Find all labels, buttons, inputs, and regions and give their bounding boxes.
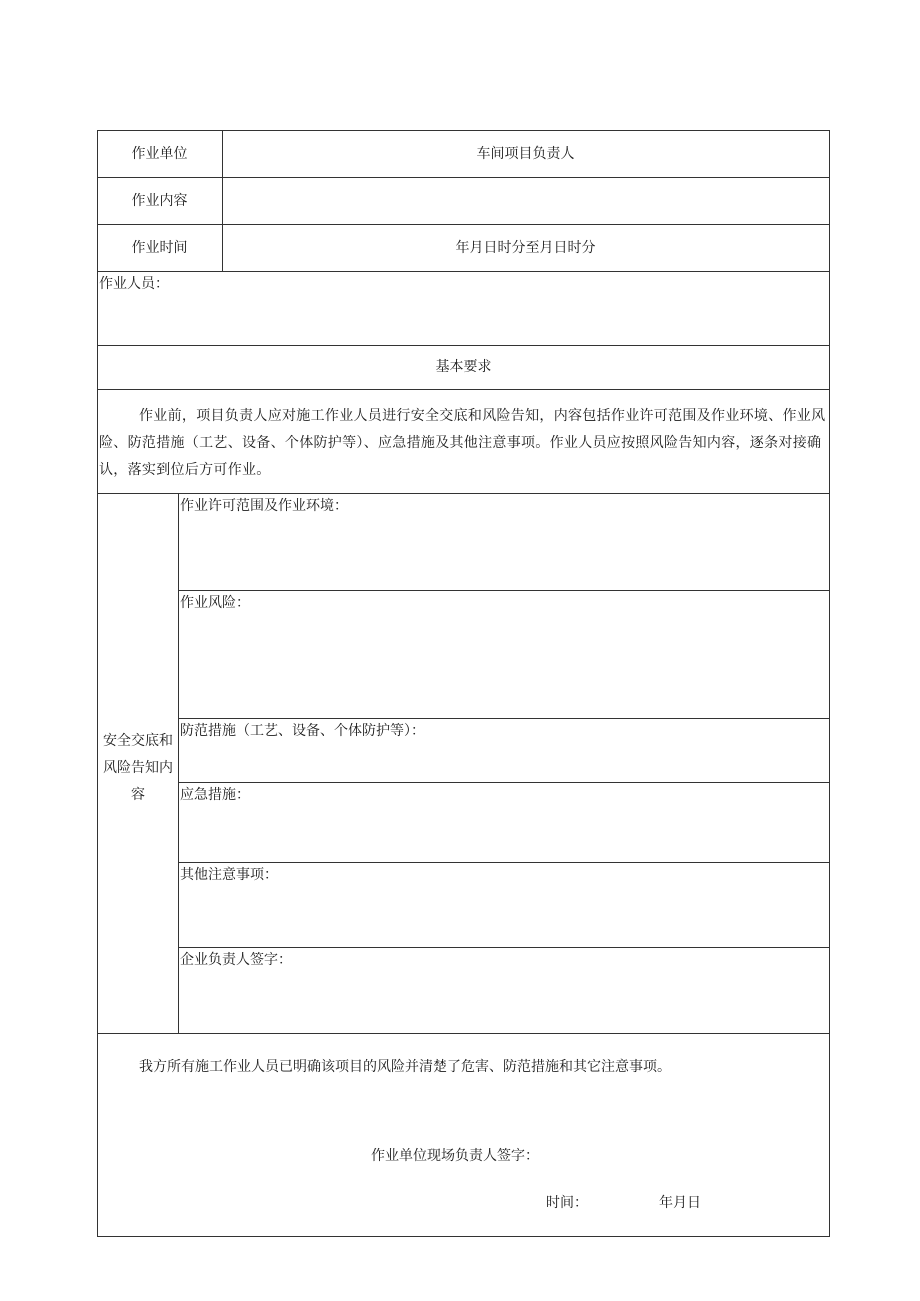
item-divider (178, 947, 830, 948)
item-divider (178, 862, 830, 863)
basic-requirements-title: 基本要求 (435, 359, 492, 375)
table-top-border (97, 130, 830, 131)
item-enterprise-signature: 企业负责人签字： (180, 952, 292, 968)
section-label: 安全交底和风险告知内容 (103, 733, 173, 803)
row-divider (97, 224, 830, 225)
time-value: 年月日时分至月日时分 (455, 240, 596, 256)
item-preventive-measures: 防范措施（工艺、设备、个体防护等）： (180, 723, 425, 739)
item-divider (178, 590, 830, 591)
row-divider (97, 389, 830, 390)
content-value-field[interactable] (230, 191, 820, 211)
table-left-border (97, 130, 98, 1236)
onsite-signature-label: 作业单位现场负责人签字： (371, 1148, 539, 1164)
row-divider (97, 177, 830, 178)
confirmation-text: 我方所有施工作业人员已明确该项目的风险并清楚了危害、防范措施和其它注意事项。 (139, 1059, 671, 1075)
item-risk: 作业风险： (180, 595, 250, 611)
table-right-border (829, 130, 830, 1236)
content-label: 作业内容 (131, 193, 188, 209)
unit-label: 作业单位 (131, 146, 188, 162)
item-divider (178, 718, 830, 719)
item-divider (178, 782, 830, 783)
item-permit-scope: 作业许可范围及作业环境： (180, 498, 348, 514)
item-other-notes: 其他注意事项： (180, 867, 278, 883)
row-divider (97, 1033, 830, 1034)
basic-requirements-text: 作业前，项目负责人应对施工作业人员进行安全交底和风险告知，内容包括作业许可范围及作业环境、作业风险、防范措施（工艺、设备、个体防护等）、应急措施及其他注意事项。作业人员应按照风险告知内容，逐条对接确认，落实到位后方可作业。 (99, 408, 826, 478)
row-divider (97, 345, 830, 346)
row-divider (97, 271, 830, 272)
personnel-label: 作业人员： (99, 276, 169, 292)
row-divider (97, 493, 830, 494)
section-column-divider (178, 493, 179, 1033)
time-label: 作业时间 (131, 240, 188, 256)
time-signature-label: 时间： (546, 1195, 588, 1211)
table-bottom-border (97, 1236, 830, 1237)
date-label: 年月日 (659, 1195, 701, 1211)
item-emergency-measures: 应急措施： (180, 787, 250, 803)
unit-value: 车间项目负责人 (476, 146, 575, 162)
